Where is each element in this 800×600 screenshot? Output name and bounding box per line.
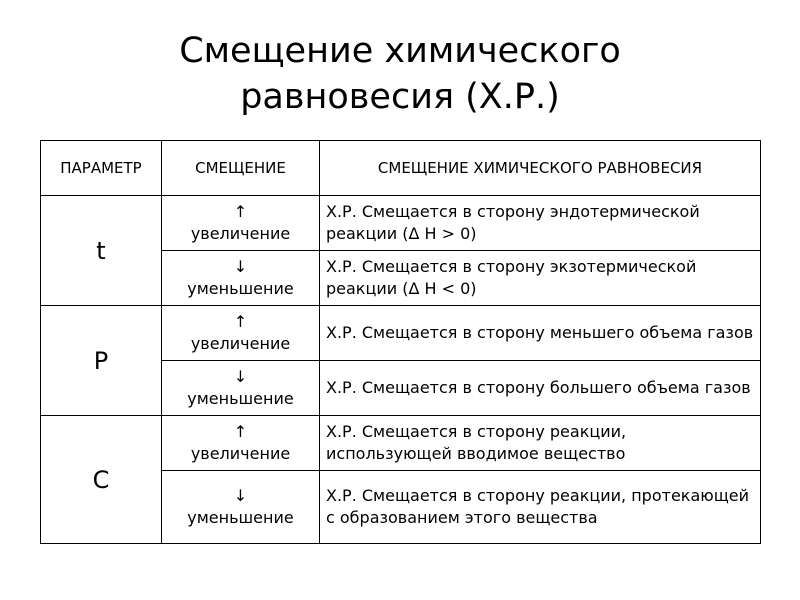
change-label: уменьшение <box>187 389 294 408</box>
description-cell: Х.Р. Смещается в сторону большего объема газов <box>320 361 761 416</box>
change-label: уменьшение <box>187 279 294 298</box>
change-label: увеличение <box>190 334 291 353</box>
header-equilibrium: СМЕЩЕНИЕ ХИМИЧЕСКОГО РАВНОВЕСИЯ <box>320 141 761 196</box>
param-cell-temperature: t <box>41 196 162 306</box>
header-shift: СМЕЩЕНИЕ <box>162 141 320 196</box>
change-cell <box>162 306 320 361</box>
arrow-up-icon: ↑ <box>233 422 248 441</box>
slide-title-line-1: Смещение химического <box>179 31 621 71</box>
description-cell: Х.Р. Смещается в сторону экзотермической реакции (Δ Н < 0) <box>320 251 761 306</box>
description-cell: Х.Р. Смещается в сторону реакции, протекающей с образованием этого вещества <box>320 471 761 544</box>
table-row <box>41 196 761 251</box>
table-header-row <box>41 141 761 196</box>
param-cell-concentration: C <box>41 416 162 544</box>
change-cell <box>162 471 320 544</box>
table-row <box>41 306 761 361</box>
description-cell: Х.Р. Смещается в сторону эндотермической реакции (Δ Н > 0) <box>320 196 761 251</box>
arrow-up-icon: ↑ <box>233 202 248 221</box>
header-param: ПАРАМЕТР <box>41 141 162 196</box>
param-cell-pressure: P <box>41 306 162 416</box>
description-cell: Х.Р. Смещается в сторону меньшего объема газов <box>320 306 761 361</box>
change-cell <box>162 361 320 416</box>
change-cell <box>162 416 320 471</box>
slide-title-line-2: равновесия (Х.Р.) <box>240 77 560 117</box>
description-cell: Х.Р. Смещается в сторону реакции, использующей вводимое вещество <box>320 416 761 471</box>
arrow-down-icon: ↓ <box>233 257 248 276</box>
table-row <box>41 416 761 471</box>
arrow-down-icon: ↓ <box>233 486 248 505</box>
arrow-down-icon: ↓ <box>233 367 248 386</box>
change-label: увеличение <box>190 224 291 243</box>
change-label: увеличение <box>190 444 291 463</box>
change-label: уменьшение <box>187 508 294 527</box>
change-cell <box>162 251 320 306</box>
equilibrium-table <box>40 140 761 544</box>
change-cell <box>162 196 320 251</box>
arrow-up-icon: ↑ <box>233 312 248 331</box>
slide-title <box>0 28 800 120</box>
